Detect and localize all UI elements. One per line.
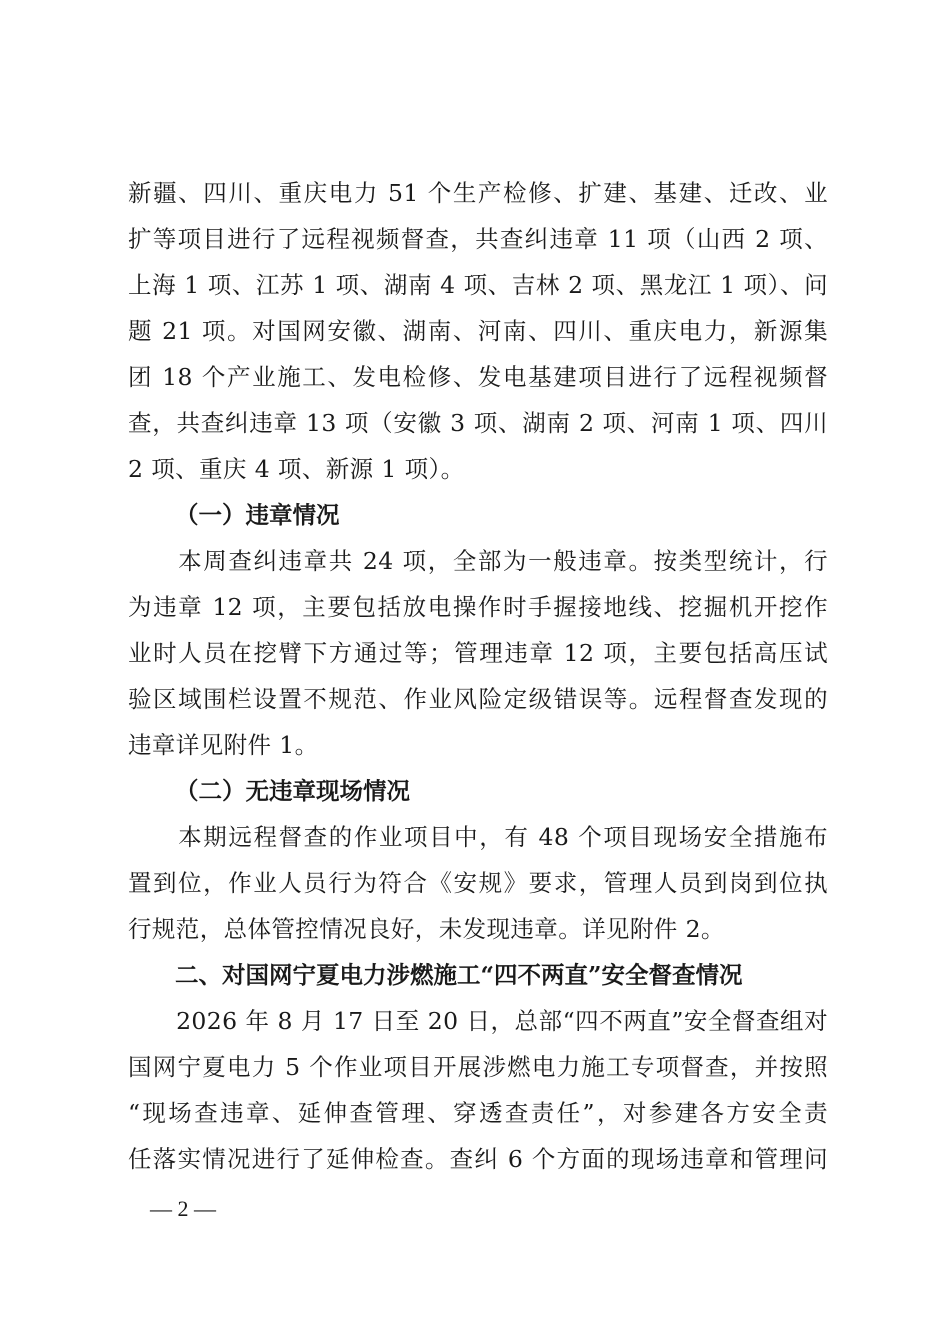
text-line: 本周查纠违章共 24 项，全部为一般违章。按类型统计，行 (128, 547, 828, 575)
text-line: 本期远程督查的作业项目中，有 48 个项目现场安全措施布 (128, 823, 828, 851)
text-line: 验区域围栏设置不规范、作业风险定级错误等。远程督查发现的 (128, 685, 828, 713)
text-line: 2 项、重庆 4 项、新源 1 项）。 (128, 455, 465, 483)
paragraph-violation-details (128, 538, 828, 768)
text-line: 业时人员在挖臂下方通过等；管理违章 12 项，主要包括高压试 (128, 639, 828, 667)
text-line: 扩等项目进行了远程视频督查，共查纠违章 11 项（山西 2 项、 (128, 225, 828, 253)
document-body (128, 170, 828, 1182)
text-line: 行规范，总体管控情况良好，未发现违章。详见附件 2。 (128, 915, 725, 943)
section-heading-no-violation-sites: （二）无违章现场情况 (175, 777, 410, 805)
text-line: 违章详见附件 1。 (128, 731, 319, 759)
text-line: 2026 年 8 月 17 日至 20 日，总部“四不两直”安全督查组对 (128, 1007, 828, 1035)
main-heading-ningxia-inspection: 二、对国网宁夏电力涉燃施工“四不两直”安全督查情况 (175, 961, 743, 989)
text-line: 新疆、四川、重庆电力 51 个生产检修、扩建、基建、迁改、业 (128, 179, 828, 207)
text-line: “现场查违章、延伸查管理、穿透查责任”，对参建各方安全责 (128, 1099, 828, 1127)
paragraph-remote-inspection-summary (128, 170, 828, 492)
text-line: 团 18 个产业施工、发电检修、发电基建项目进行了远程视频督 (128, 363, 828, 391)
paragraph-ningxia-inspection (128, 998, 828, 1182)
text-line: 题 21 项。对国网安徽、湖南、河南、四川、重庆电力，新源集 (128, 317, 828, 345)
text-line: 任落实情况进行了延伸检查。查纠 6 个方面的现场违章和管理问 (128, 1145, 828, 1173)
text-line: 查，共查纠违章 13 项（安徽 3 项、湖南 2 项、河南 1 项、四川 (128, 409, 828, 437)
paragraph-no-violation-details (128, 814, 828, 952)
text-line: 国网宁夏电力 5 个作业项目开展涉燃电力施工专项督查，并按照 (128, 1053, 828, 1081)
text-line: 为违章 12 项，主要包括放电操作时手握接地线、挖掘机开挖作 (128, 593, 828, 621)
text-line: 上海 1 项、江苏 1 项、湖南 4 项、吉林 2 项、黑龙江 1 项）、问 (128, 271, 828, 299)
text-line: 置到位，作业人员行为符合《安规》要求，管理人员到岗到位执 (128, 869, 828, 897)
page-number: — 2 — (150, 1196, 216, 1221)
section-heading-violations: （一）违章情况 (175, 501, 340, 529)
